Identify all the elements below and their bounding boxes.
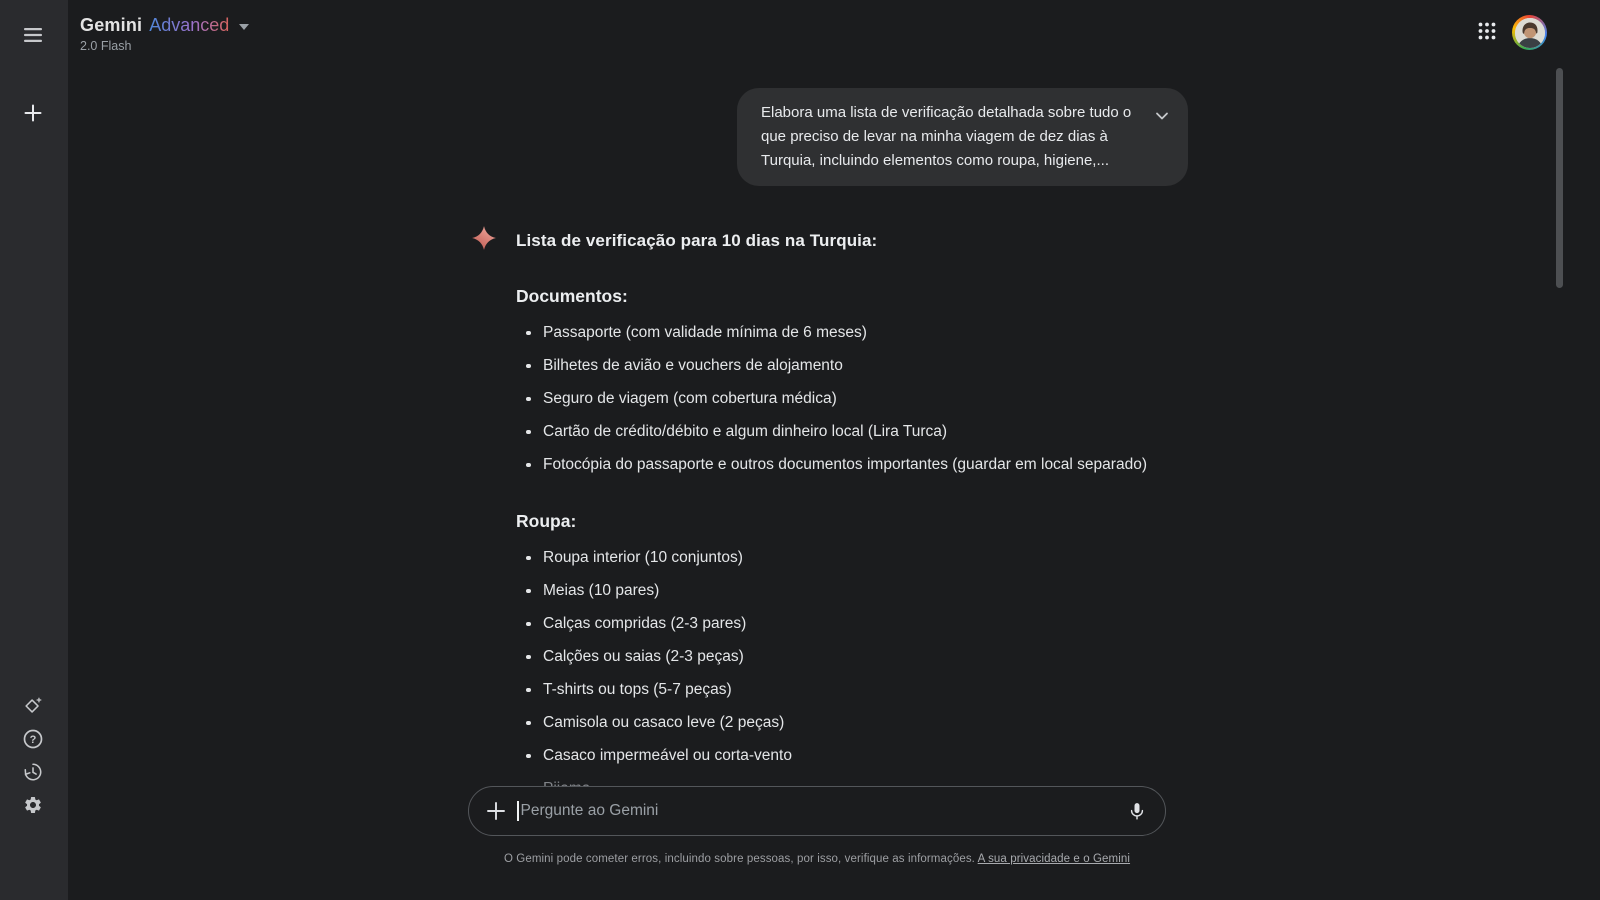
model-version-label: 2.0 Flash — [80, 39, 132, 53]
prompt-input[interactable] — [468, 786, 1166, 836]
scrollbar-thumb[interactable] — [1556, 68, 1563, 288]
history-button[interactable] — [17, 756, 49, 788]
privacy-link[interactable]: A sua privacidade e o Gemini — [977, 853, 1131, 865]
user-message-text: Elabora uma lista de verificação detalhada sobre tudo o que preciso de levar na minha viagem de dez dias à Turquia, incluindo elementos como roupa, higiene,... — [761, 104, 1132, 169]
gemini-sparkle-icon — [471, 225, 497, 256]
list-item: Passaporte (com validade mínima de 6 meses) — [516, 316, 1211, 349]
plus-icon — [24, 104, 42, 122]
sidebar — [0, 0, 68, 900]
section-heading: Documentos: — [516, 286, 628, 306]
account-avatar[interactable] — [1512, 15, 1547, 50]
list-item: Calções ou saias (2-3 peças) — [516, 640, 1211, 673]
attach-plus-icon[interactable] — [486, 801, 506, 821]
avatar-photo — [1515, 18, 1545, 48]
chevron-down-icon[interactable] — [1154, 108, 1170, 129]
response-title: Lista de verificação para 10 dias na Turquia: — [516, 230, 878, 250]
response-sections — [471, 286, 1211, 805]
settings-button[interactable] — [17, 789, 49, 821]
text-caret — [517, 801, 519, 821]
menu-button[interactable] — [17, 19, 49, 51]
list-item: T-shirts ou tops (5-7 peças) — [516, 673, 1211, 706]
bullet-list — [516, 316, 1211, 481]
brand-advanced: Advanced — [149, 15, 230, 35]
disclaimer-text: O Gemini pode cometer erros, incluindo sobre pessoas, por isso, verifique as informações. — [503, 853, 975, 865]
help-icon — [23, 729, 43, 749]
list-item: Casaco impermeável ou corta-vento — [516, 739, 1211, 772]
model-switcher[interactable] — [80, 15, 249, 36]
list-item: Calças compridas (2-3 pares) — [516, 607, 1211, 640]
dropdown-caret-icon — [239, 24, 249, 30]
bullet-list — [516, 541, 1211, 805]
new-chat-button[interactable] — [17, 97, 49, 129]
svg-text:?: ? — [29, 734, 37, 746]
header — [80, 15, 249, 53]
list-item: Seguro de viagem (com cobertura médica) — [516, 382, 1211, 415]
apps-grid-icon — [1478, 22, 1496, 45]
list-item: Fotocópia do passaporte e outros documentos importantes (guardar em local separado) — [516, 448, 1211, 481]
gem-button[interactable] — [17, 690, 49, 722]
list-item: Cartão de crédito/débito e algum dinheiro local (Lira Turca) — [516, 415, 1211, 448]
help-button[interactable] — [17, 723, 49, 755]
list-item: Camisola ou casaco leve (2 peças) — [516, 706, 1211, 739]
section-heading: Roupa: — [516, 511, 577, 531]
history-icon — [23, 762, 43, 782]
menu-icon — [24, 28, 42, 42]
microphone-icon[interactable] — [1127, 801, 1147, 821]
prompt-placeholder: Pergunte ao Gemini — [520, 802, 659, 819]
list-item: Meias (10 pares) — [516, 574, 1211, 607]
footer-disclaimer — [68, 853, 1566, 865]
google-apps-button[interactable] — [1473, 19, 1501, 47]
list-item: Roupa interior (10 conjuntos) — [516, 541, 1211, 574]
brand-gemini: Gemini — [80, 15, 143, 35]
user-message-bubble — [737, 88, 1188, 186]
list-item: Bilhetes de avião e vouchers de alojamento — [516, 349, 1211, 382]
gem-sparkle-icon — [22, 695, 44, 717]
model-response — [471, 225, 1211, 805]
settings-gear-icon — [23, 795, 43, 815]
